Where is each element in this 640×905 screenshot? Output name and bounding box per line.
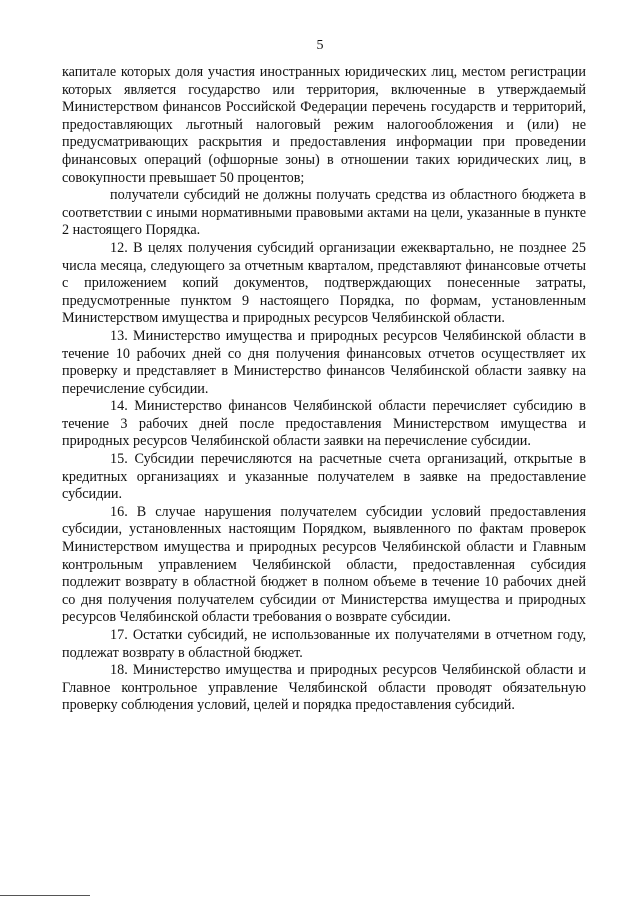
paragraph-continuation: капитале которых доля участия иностранных юридических лиц, местом регистрации которых является государство или территория, включенные в утверждаемый Министерством финансов Российской Федерации перечень государств и территорий, предоставляющих льготный налоговый режим налогообложения и (или) не предусматривающих раскрытия и предоставления информации при проведении финансовых операций (офшорные зоны) в отношении таких юридических лиц, в совокупности превышает 50 процентов;	[62, 64, 586, 186]
document-body	[62, 64, 586, 715]
paragraph-recipients-condition: получатели субсидий не должны получать средства из областного бюджета в соответствии с иными нормативными правовыми актами на цели, указанные в пункте 2 настоящего Порядка.	[62, 187, 586, 239]
paragraph-15: 15. Субсидии перечисляются на расчетные счета организаций, открытые в кредитных организациях и указанные получателем в заявке на предоставление субсидии.	[62, 451, 586, 503]
paragraph-14: 14. Министерство финансов Челябинской области перечисляет субсидию в течение 3 рабочих дней после предоставления Министерством имущества и природных ресурсов Челябинской области заявки на перечисление субсидии.	[62, 398, 586, 450]
bottom-divider	[0, 895, 90, 896]
paragraph-16: 16. В случае нарушения получателем субсидии условий предоставления субсидии, установленных настоящим Порядком, выявленного по фактам проверок Министерством имущества и природных ресурсов Челябинской области и Главным контрольным управлением Челябинской области, предоставленная субсидия подлежит возврату в областной бюджет в полном объеме в течение 10 рабочих дней со дня получения получателем субсидии от Министерства имущества и природных ресурсов Челябинской области требования о возврате субсидии.	[62, 503, 586, 626]
paragraph-13: 13. Министерство имущества и природных ресурсов Челябинской области в течение 10 рабочих дней со дня получения финансовых отчетов осуществляет их проверку и представляет в Министерство финансов Челябинской области заявку на перечисление субсидии.	[62, 327, 586, 397]
paragraph-18: 18. Министерство имущества и природных ресурсов Челябинской области и Главное контрольное управление Челябинской области проводят обязательную проверку соблюдения условий, целей и порядка предоставления субсидий.	[62, 662, 586, 714]
page-number: 5	[316, 38, 324, 53]
paragraph-17: 17. Остатки субсидий, не использованные их получателями в отчетном году, подлежат возврату в областной бюджет.	[62, 627, 586, 661]
paragraph-12: 12. В целях получения субсидий организации ежеквартально, не позднее 25 числа месяца, следующего за отчетным кварталом, представляют финансовые отчеты с приложением копий документов, подтверждающих понесенные затраты, предусмотренные пунктом 9 настоящего Порядка, по формам, установленным Министерством имущества и природных ресурсов Челябинской области.	[62, 239, 586, 327]
